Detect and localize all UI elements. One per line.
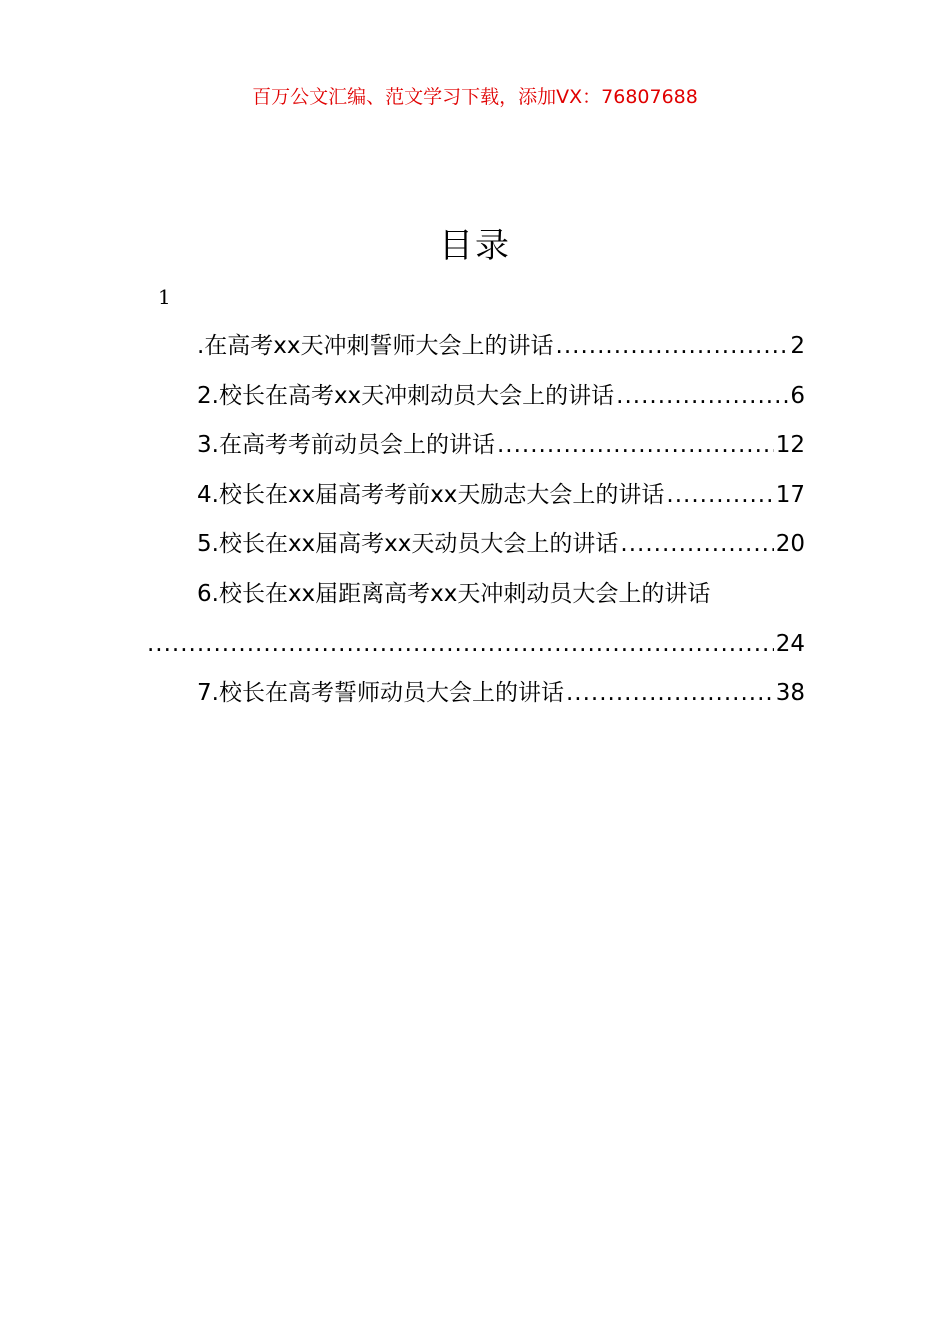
toc-entry-text: 6.校长在xx届距离高考xx天冲刺动员大会上的讲话 (197, 580, 711, 607)
toc-leader-dots (666, 477, 773, 513)
toc-entry-text: 5.校长在xx届高考xx天动员大会上的讲话 (197, 531, 619, 558)
toc-entry[interactable] (145, 328, 805, 378)
toc-entry-text: 2.校长在高考xx天冲刺动员大会上的讲话 (197, 382, 615, 409)
toc-leader-dots (556, 328, 789, 364)
toc-entry-page: 12 (775, 432, 805, 459)
toc-entry-page: 24 (775, 630, 805, 657)
toc-entry[interactable] (145, 675, 805, 725)
toc-entry-page: 20 (775, 531, 805, 558)
toc-entry-page: 6 (790, 382, 805, 409)
toc-leader-dots (620, 526, 773, 562)
stray-number: 1 (158, 285, 171, 309)
toc-entry-page: 38 (775, 680, 805, 707)
toc-list (145, 328, 805, 725)
toc-entry[interactable] (145, 427, 805, 477)
toc-entry-text: 4.校长在xx届高考考前xx天励志大会上的讲话 (197, 481, 665, 508)
toc-entry[interactable] (145, 378, 805, 428)
toc-entry-text: .在高考xx天冲刺誓师大会上的讲话 (197, 333, 554, 359)
toc-entry-page: 17 (775, 481, 805, 508)
toc-entry-page: 2 (790, 333, 805, 359)
toc-leader-dots (566, 675, 774, 711)
toc-entry[interactable] (145, 477, 805, 527)
toc-leader-dots (616, 378, 788, 414)
toc-entry[interactable] (145, 526, 805, 576)
toc-entry[interactable] (145, 576, 805, 675)
toc-entry-text: 7.校长在高考誓师动员大会上的讲话 (197, 680, 564, 707)
toc-entry-text: 3.在高考考前动员会上的讲话 (197, 432, 495, 459)
page-title: 目录 (439, 226, 511, 266)
toc-leader-dots (147, 626, 774, 662)
toc-leader-dots (497, 427, 774, 463)
header-note: 百万公文汇编、范文学习下载，添加VX：76807688 (252, 86, 698, 108)
